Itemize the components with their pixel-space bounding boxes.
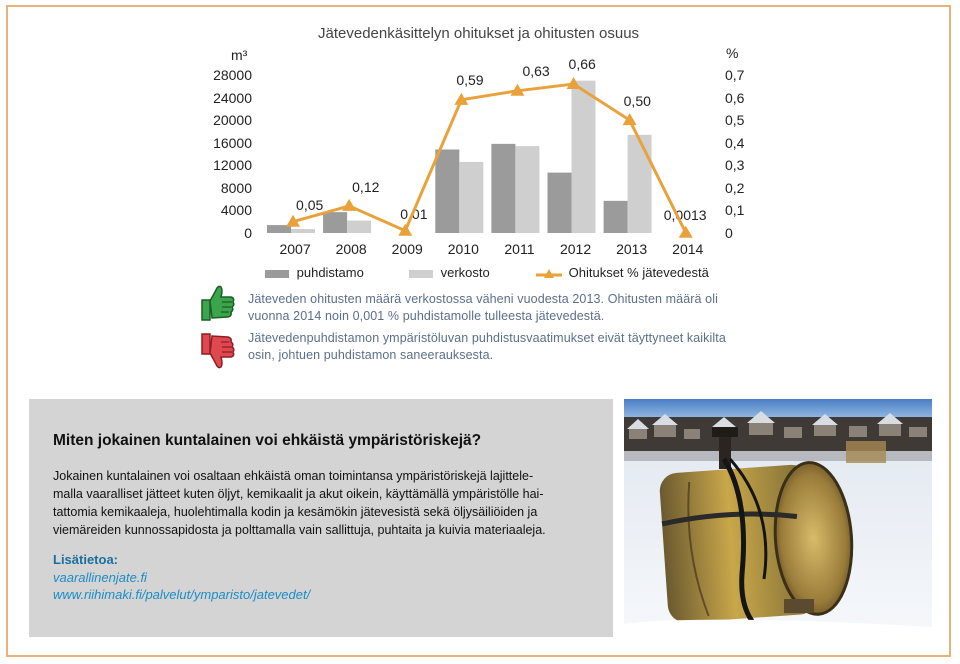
- x-tick-label: 2009: [391, 241, 423, 257]
- legend-line: [536, 265, 709, 280]
- right-tick-label: 0,3: [725, 157, 745, 174]
- legend-puhdistamo: [265, 265, 364, 280]
- bar-verkosto: [628, 135, 652, 233]
- bar-puhdistamo: [491, 144, 515, 233]
- right-tick-label: 0,5: [725, 112, 745, 129]
- right-tick-label: 0,6: [725, 89, 745, 106]
- legend-swatch-verkosto: [409, 270, 433, 278]
- data-label: 0,05: [296, 196, 324, 213]
- right-tick-label: 0,4: [725, 134, 745, 151]
- left-tick-label: 16000: [213, 134, 252, 151]
- left-tick-label: 4000: [220, 202, 252, 219]
- left-axis-unit: m³: [231, 47, 248, 63]
- negative-note-line-2: osin, johtuen puhdistamon saneerauksesta.: [248, 348, 494, 362]
- thumbs-up-icon: [196, 282, 236, 324]
- x-tick-label: 2010: [447, 241, 479, 257]
- bar-verkosto: [291, 229, 315, 233]
- legend-swatch-line: [536, 268, 562, 280]
- panel-body-line: viemäreiden kunnossapidosta ja polttamalla vain sallittuja, puhtaita ja kuivia materiaaleja.: [53, 523, 546, 537]
- link-vaarallinenjate[interactable]: vaarallinenjate.fi: [53, 570, 147, 585]
- positive-note-line-1: Jäteveden ohitusten määrä verkostossa väheni vuodesta 2013. Ohitusten määrä oli: [248, 292, 718, 306]
- chart-plot: [0, 0, 960, 300]
- line-marker: [679, 226, 693, 238]
- panel-body-line: malla vaaralliset jätteet kuten öljyt, kemikaalit ja akut oikein, käyttämällä ympäristölle hai-: [53, 487, 544, 501]
- x-tick-label: 2008: [335, 241, 367, 257]
- data-label: 0,59: [456, 71, 484, 88]
- x-tick-label: 2012: [559, 241, 592, 257]
- legend-verkosto: [409, 265, 490, 280]
- legend-label-verkosto: verkosto: [440, 265, 490, 280]
- data-label: 0,50: [623, 93, 651, 110]
- data-label: 0,0013: [663, 206, 707, 223]
- left-tick-label: 20000: [213, 112, 252, 129]
- panel-body-line: Jokainen kuntalainen voi osaltaan ehkäistä oman toimintansa ympäristöriskejä lajittele-: [53, 469, 534, 483]
- x-tick-label: 2007: [279, 241, 311, 257]
- left-tick-label: 8000: [220, 179, 252, 196]
- data-label: 0,66: [568, 56, 596, 73]
- link-riihimaki[interactable]: www.riihimaki.fi/palvelut/ymparisto/jatevedet/: [53, 587, 311, 602]
- x-tick-label: 2013: [616, 241, 648, 257]
- right-tick-label: 0,1: [725, 202, 745, 219]
- x-tick-label: 2011: [504, 241, 535, 257]
- bar-puhdistamo: [435, 149, 459, 233]
- oil-tank-illustration: [624, 399, 932, 637]
- data-label: 0,63: [522, 62, 550, 79]
- bar-verkosto: [347, 221, 371, 233]
- bar-puhdistamo: [323, 212, 347, 233]
- left-tick-label: 0: [244, 225, 252, 241]
- right-axis-unit: %: [726, 45, 739, 61]
- bar-verkosto: [572, 81, 596, 233]
- left-tick-label: 12000: [213, 157, 252, 174]
- right-tick-label: 0,2: [725, 179, 745, 196]
- left-tick-label: 24000: [213, 89, 252, 106]
- bar-verkosto: [515, 146, 539, 233]
- bar-puhdistamo: [604, 201, 628, 233]
- left-tick-label: 28000: [213, 67, 252, 83]
- panel-body: [53, 467, 598, 539]
- line-marker: [342, 199, 356, 211]
- info-panel: [29, 399, 613, 637]
- panel-heading: Miten jokainen kuntalainen voi ehkäistä ympäristöriskejä?: [53, 432, 482, 449]
- positive-note-line-2: vuonna 2014 noin 0,001 % puhdistamolle tulleesta jätevedestä.: [248, 309, 605, 323]
- right-tick-label: 0,7: [725, 67, 745, 83]
- x-tick-label: 2014: [672, 241, 704, 257]
- right-tick-label: 0: [725, 225, 733, 241]
- more-info-heading: Lisätietoa:: [53, 552, 119, 567]
- thumbs-down-icon: [196, 330, 236, 372]
- legend-label-line: Ohitukset % jätevedestä: [568, 265, 709, 280]
- oil-tank-photo: [624, 399, 932, 637]
- chart-title: Jätevedenkäsittelyn ohitukset ja ohitusten osuus: [318, 25, 640, 42]
- bar-puhdistamo: [548, 173, 572, 233]
- panel-body-line: tattomia kemikaaleja, huolehtimalla kodin ja kesämökin jätevesistä sekä öljysäiliöiden ja: [53, 505, 538, 519]
- bar-verkosto: [459, 162, 483, 233]
- data-label: 0,12: [352, 178, 380, 195]
- legend-swatch-puhdistamo: [265, 270, 289, 278]
- negative-note-line-1: Jätevedenpuhdistamon ympäristöluvan puhdistusvaatimukset eivät täyttyneet kaikilta: [248, 331, 726, 345]
- data-label: 0,01: [400, 205, 428, 222]
- legend-label-puhdistamo: puhdistamo: [296, 265, 364, 280]
- line-marker: [623, 113, 637, 125]
